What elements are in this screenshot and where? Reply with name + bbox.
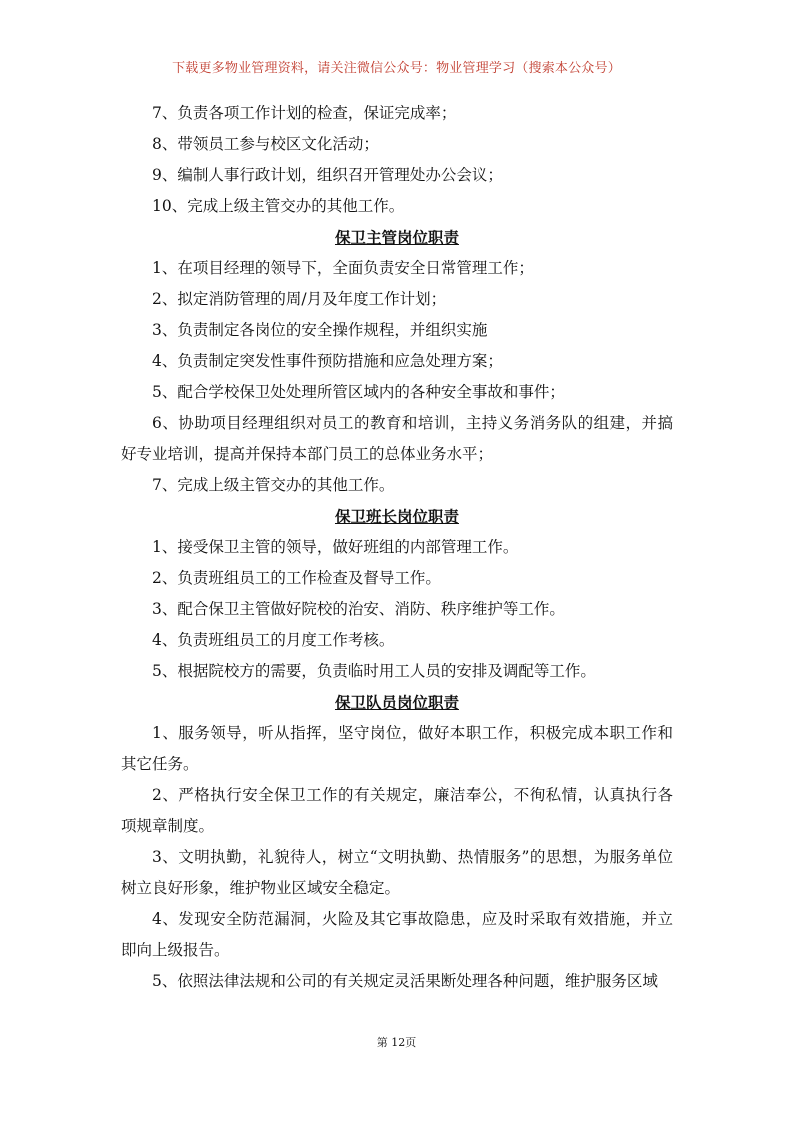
list-item: 1、在项目经理的领导下，全面负责安全日常管理工作； [152, 259, 534, 277]
header-notice: 下载更多物业管理资料，请关注微信公众号：物业管理学习（搜索本公众号） [172, 61, 621, 76]
list-item: 5、根据院校方的需要，负责临时用工人员的安排及调配等工作。 [152, 662, 596, 680]
list-item: 6、协助项目经理组织对员工的教育和培训，主持义务消务队的组建，并搞好专业培训，提高并保持本部门员工的总体业务水平； [121, 414, 673, 463]
list-item: 7、完成上级主管交办的其他工作。 [152, 476, 395, 494]
intro-item-7: 7、负责各项工作计划的检查，保证完成率； [152, 104, 457, 122]
intro-item-8: 8、带领员工参与校区文化活动； [152, 135, 379, 153]
list-item: 3、文明执勤，礼貌待人，树立“文明执勤、热情服务”的思想，为服务单位树立良好形象，维护物业区域安全稳定。 [121, 848, 673, 897]
list-item: 1、接受保卫主管的领导，做好班组的内部管理工作。 [152, 538, 519, 556]
list-item: 2、拟定消防管理的周/月及年度工作计划； [152, 290, 447, 308]
list-item: 2、负责班组员工的工作检查及督导工作。 [152, 569, 441, 587]
intro-item-9: 9、编制人事行政计划，组织召开管理处办公会议； [152, 166, 503, 184]
list-item: 5、依照法律法规和公司的有关规定灵活果断处理各种问题，维护服务区域 [152, 972, 658, 990]
section-title-security-supervisor: 保卫主管岗位职责 [334, 228, 459, 247]
list-item: 3、负责制定各岗位的安全操作规程，并组织实施 [152, 321, 488, 339]
list-item: 4、负责班组员工的月度工作考核。 [152, 631, 395, 649]
list-item: 2、严格执行安全保卫工作的有关规定，廉洁奉公，不徇私情，认真执行各项规章制度。 [121, 786, 673, 835]
list-item: 3、配合保卫主管做好院校的治安、消防、秩序维护等工作。 [152, 600, 565, 618]
section-title-security-squad-leader: 保卫班长岗位职责 [334, 507, 459, 526]
intro-item-10: 10、完成上级主管交办的其他工作。 [152, 197, 405, 215]
list-item: 1、服务领导，听从指挥，坚守岗位，做好本职工作，积极完成本职工作和其它任务。 [121, 724, 673, 773]
document-body [121, 98, 673, 997]
section-title-security-guard: 保卫队员岗位职责 [334, 693, 459, 712]
list-item: 5、配合学校保卫处处理所管区域内的各种安全事故和事件； [152, 383, 565, 401]
list-item: 4、发现安全防范漏洞，火险及其它事故隐患，应及时采取有效措施，并立即向上级报告。 [121, 910, 673, 959]
page-number: 第 12页 [376, 1036, 417, 1049]
list-item: 4、负责制定突发性事件预防措施和应急处理方案； [152, 352, 503, 370]
